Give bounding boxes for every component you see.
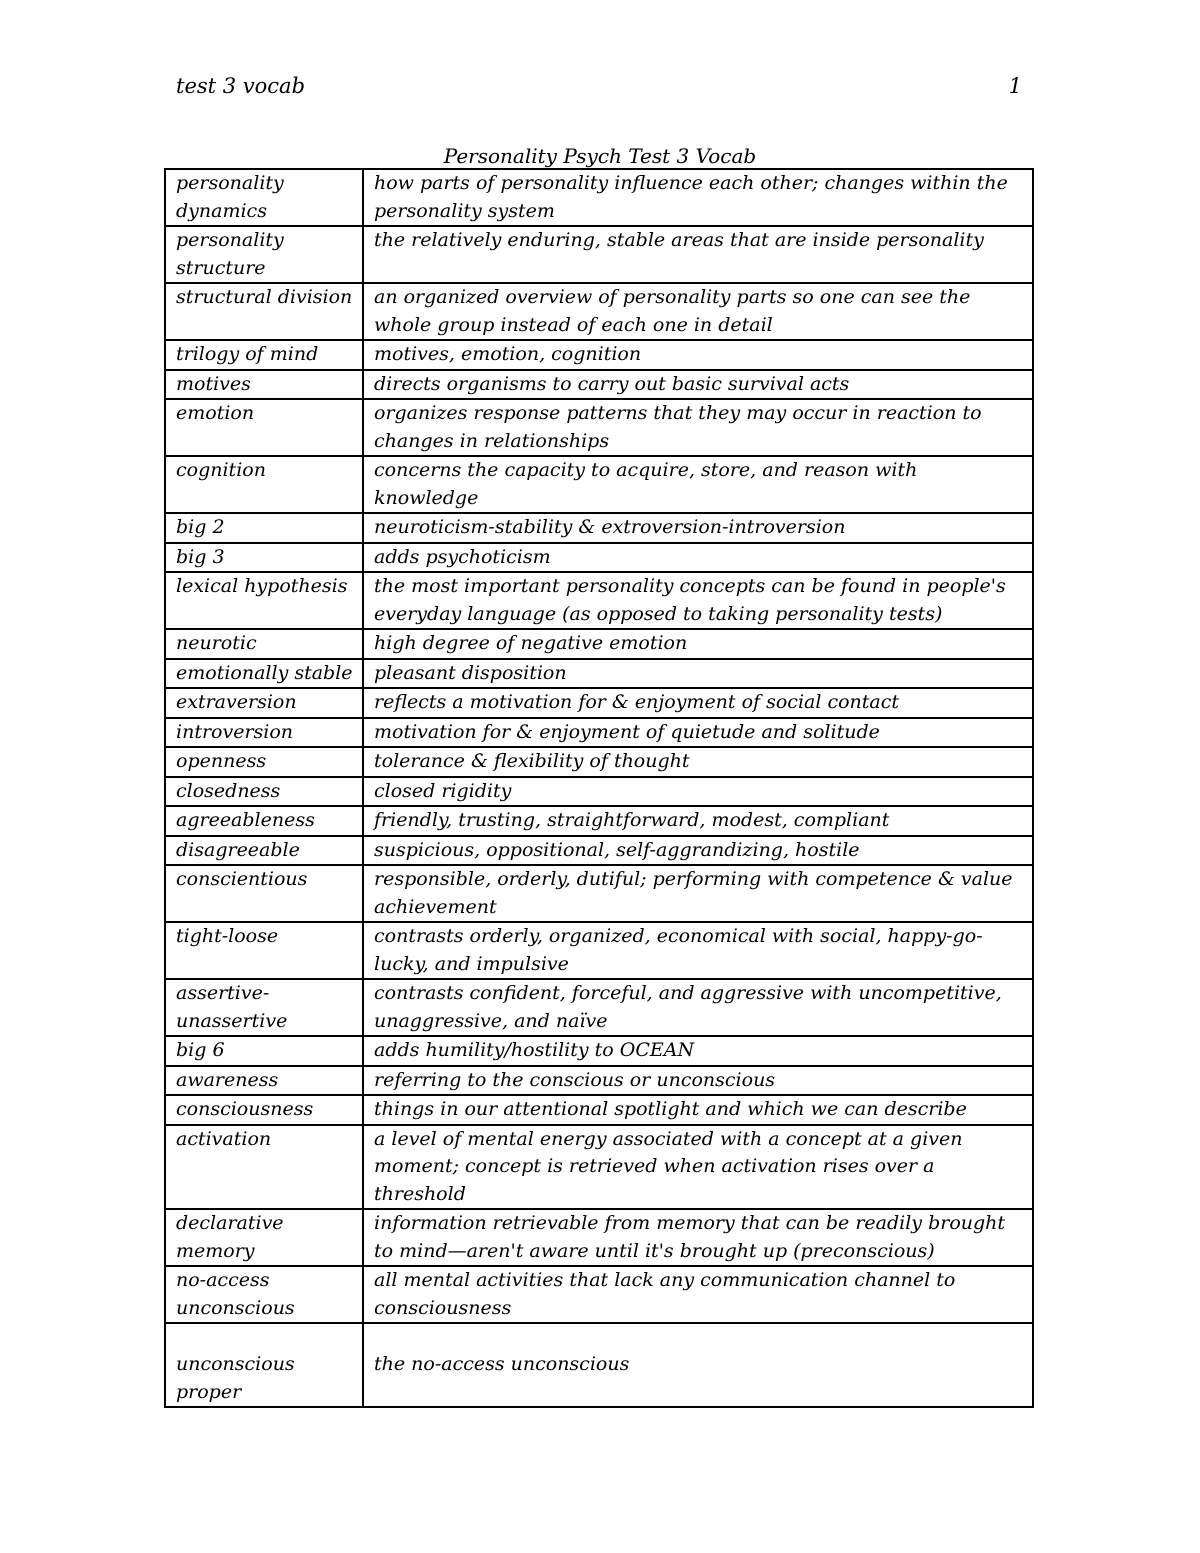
term-cell: lexical hypothesis [165,572,363,629]
page-number: 1 [1008,74,1022,98]
table-row [165,1036,1033,1066]
term-cell: big 6 [165,1036,363,1066]
term-cell: motives [165,370,363,400]
definition-cell: suspicious, oppositional, self-aggrandizing, hostile [363,836,1033,866]
definition-cell: all mental activities that lack any communication channel to consciousness [363,1266,1033,1323]
definition-cell: high degree of negative emotion [363,629,1033,659]
table-row [165,777,1033,807]
definition-cell: adds humility/hostility to OCEAN [363,1036,1033,1066]
table-row [165,718,1033,748]
table-row [165,543,1033,573]
definition-cell: tolerance & flexibility of thought [363,747,1033,777]
definition-cell: friendly, trusting, straightforward, modest, compliant [363,806,1033,836]
table-row [165,169,1033,226]
definition-cell: the relatively enduring, stable areas that are inside personality [363,226,1033,283]
term-cell: openness [165,747,363,777]
term-cell: emotionally stable [165,659,363,689]
table-row [165,1266,1033,1323]
table-row [165,659,1033,689]
term-cell: personality structure [165,226,363,283]
term-cell: neurotic [165,629,363,659]
definition-text: the no-access unconscious [374,1353,630,1375]
table-row [165,979,1033,1036]
term-cell: activation [165,1125,363,1210]
term-cell: closedness [165,777,363,807]
table-row [165,283,1033,340]
term-cell: cognition [165,456,363,513]
table-row [165,1066,1033,1096]
term-cell: emotion [165,399,363,456]
blank-line [374,1324,1026,1351]
definition-cell: responsible, orderly, dutiful; performing with competence & value achievement [363,865,1033,922]
table-row [165,399,1033,456]
term-cell [165,1323,363,1407]
term-cell: personality dynamics [165,169,363,226]
blank-line [176,1324,356,1351]
definition-cell: directs organisms to carry out basic survival acts [363,370,1033,400]
definition-cell: the most important personality concepts can be found in people's everyday language (as opposed to taking personality tests) [363,572,1033,629]
table-row [165,1209,1033,1266]
table-row [165,806,1033,836]
term-text: unconscious proper [176,1353,295,1403]
definition-cell [363,1323,1033,1407]
table-row [165,513,1033,543]
table-row [165,340,1033,370]
vocab-table [164,168,1034,1408]
definition-cell: motivation for & enjoyment of quietude and solitude [363,718,1033,748]
definition-cell: reflects a motivation for & enjoyment of social contact [363,688,1033,718]
table-row [165,747,1033,777]
table-row [165,836,1033,866]
term-cell: disagreeable [165,836,363,866]
definition-cell: contrasts orderly, organized, economical with social, happy-go-lucky, and impulsive [363,922,1033,979]
definition-cell: how parts of personality influence each other; changes within the personality system [363,169,1033,226]
definition-cell: concerns the capacity to acquire, store, and reason with knowledge [363,456,1033,513]
term-cell: tight-loose [165,922,363,979]
definition-cell: information retrievable from memory that can be readily brought to mind—aren't aware until it's brought up (preconscious) [363,1209,1033,1266]
table-row [165,456,1033,513]
table-row [165,1125,1033,1210]
term-cell: declarative memory [165,1209,363,1266]
term-cell: consciousness [165,1095,363,1125]
running-header-title: test 3 vocab [176,74,306,98]
document-title: Personality Psych Test 3 Vocab [443,144,757,168]
term-cell: extraversion [165,688,363,718]
definition-cell: organizes response patterns that they may occur in reaction to changes in relationships [363,399,1033,456]
term-cell: agreeableness [165,806,363,836]
table-row [165,629,1033,659]
table-row [165,865,1033,922]
table-row [165,1323,1033,1407]
term-cell: structural division [165,283,363,340]
definition-cell: adds psychoticism [363,543,1033,573]
definition-cell: closed rigidity [363,777,1033,807]
table-row [165,370,1033,400]
term-cell: assertive-unassertive [165,979,363,1036]
term-cell: conscientious [165,865,363,922]
definition-cell: motives, emotion, cognition [363,340,1033,370]
table-row [165,922,1033,979]
term-cell: introversion [165,718,363,748]
table-row [165,1095,1033,1125]
term-cell: no-access unconscious [165,1266,363,1323]
definition-cell: contrasts confident, forceful, and aggressive with uncompetitive, unaggressive, and naïve [363,979,1033,1036]
term-cell: big 2 [165,513,363,543]
table-row [165,226,1033,283]
definition-cell: neuroticism-stability & extroversion-introversion [363,513,1033,543]
table-row [165,572,1033,629]
definition-cell: things in our attentional spotlight and which we can describe [363,1095,1033,1125]
term-cell: trilogy of mind [165,340,363,370]
definition-cell: a level of mental energy associated with a concept at a given moment; concept is retrieved when activation rises over a threshold [363,1125,1033,1210]
definition-cell: referring to the conscious or unconscious [363,1066,1033,1096]
definition-cell: an organized overview of personality parts so one can see the whole group instead of each one in detail [363,283,1033,340]
term-cell: big 3 [165,543,363,573]
term-cell: awareness [165,1066,363,1096]
table-row [165,688,1033,718]
definition-cell: pleasant disposition [363,659,1033,689]
